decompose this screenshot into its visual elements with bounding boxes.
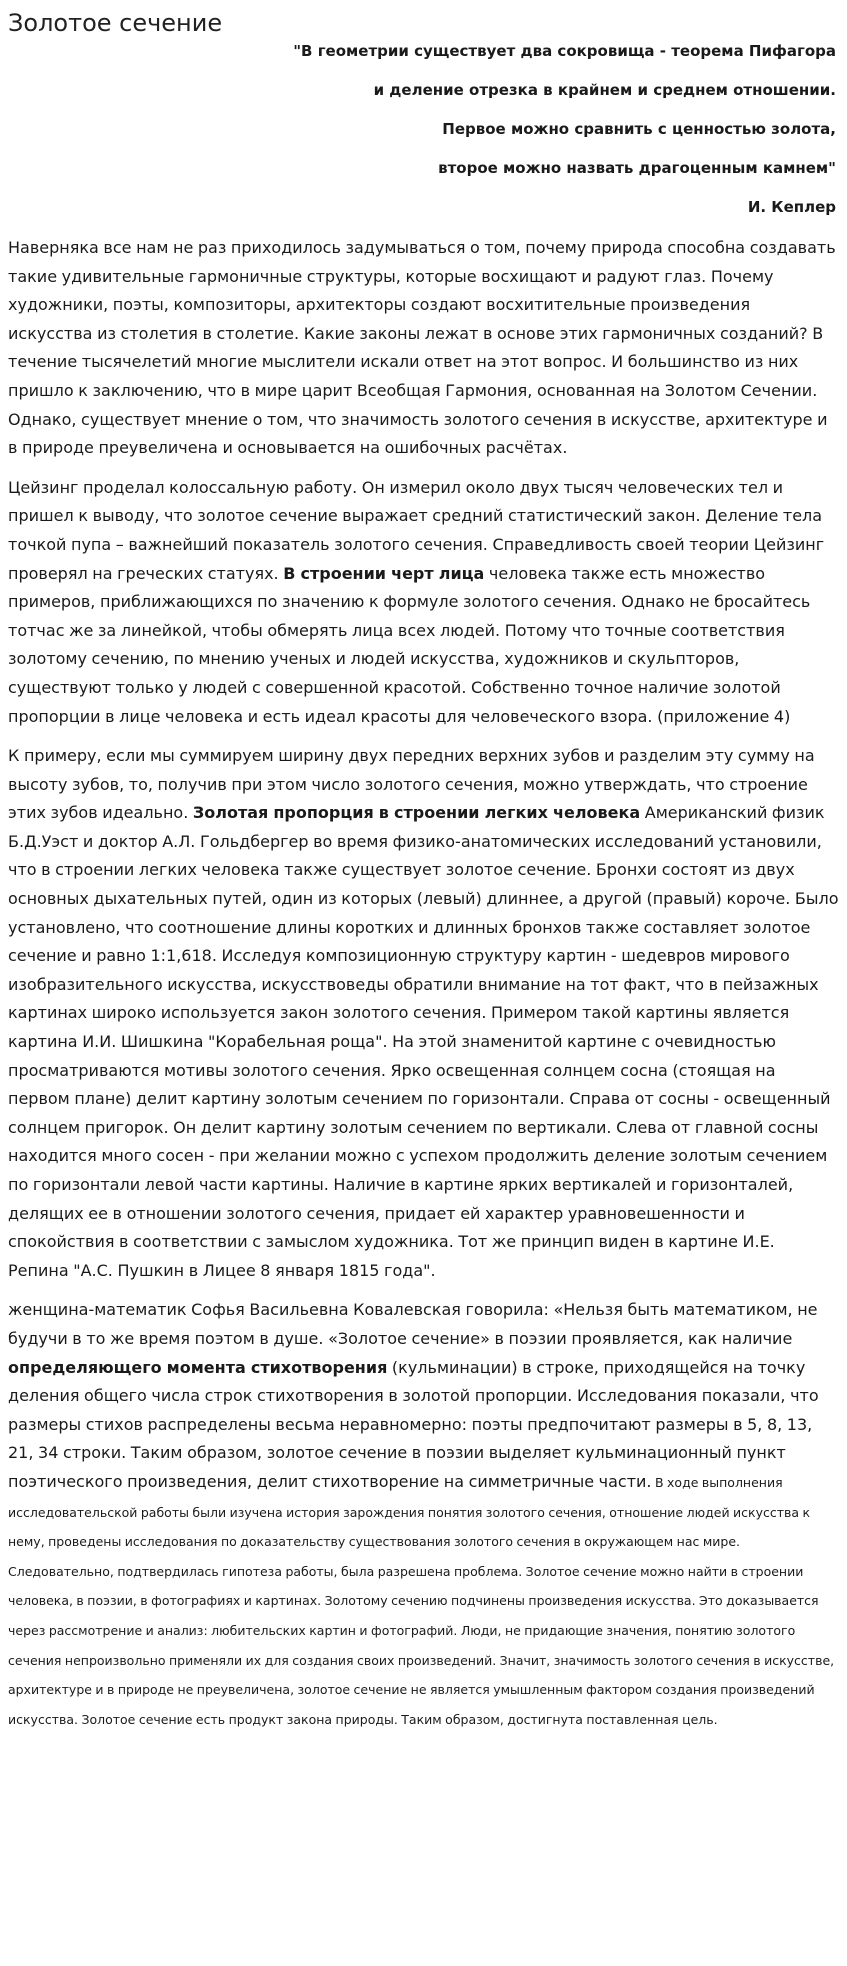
paragraph-lungs-paintings <box>8 742 839 1285</box>
bold-phrase: Золотая пропорция в строении легких человека <box>192 803 641 823</box>
epigraph-line: и деление отрезка в крайнем и среднем отношении. <box>373 81 836 99</box>
epigraph-author: И. Кеплер <box>747 198 836 216</box>
paragraph-text: К примеру, если мы суммируем ширину двух передних верхних зубов и разделим эту сумму на высоту зубов, то, получив при этом число золотого сечения, можно утверждать, что строение этих зубов идеально. <box>8 746 815 823</box>
bold-phrase: В строении черт лица <box>283 563 485 583</box>
epigraph <box>8 42 836 217</box>
epigraph-line: второе можно назвать драгоценным камнем" <box>438 159 836 177</box>
epigraph-line: Первое можно сравнить с ценностью золота, <box>442 120 836 138</box>
paragraph-poetry-conclusion <box>8 1296 839 1734</box>
paragraph-text: Цейзинг проделал колоссальную работу. Он измерил около двух тысяч человеческих тел и пришел к выводу, что золотое сечение выражает средний статистический закон. Деление тела точкой пупа – важнейший показатель золотого сечения. Справедливость своей теории Цейзинг проверял на греческих статуях. <box>8 477 825 583</box>
paragraph-text: человека также есть множество примеров, приближающихся по значению к формуле золотого сечения. Однако не бросайтесь тотчас же за линейкой, чтобы обмерять лица всех людей. Потому что точные соответствия золотому сечению, по мнению ученых и людей искусства, художников и скульпторов, существуют только у людей с совершенной красотой. Собственно точное наличие золотой пропорции в лице человека и есть идеал красоты для человеческого взора. (приложение 4) <box>8 563 811 726</box>
paragraph-text: Американский физик Б.Д.Уэст и доктор А.Л. Гольдбергер во время физико-анатомических исследований установили, что в строении легких человека также существует золотое сечение. Бронхи состоят из двух основных дыхательных путей, один из которых (левый) длиннее, а другой (правый) короче. Было установлено, что соотношение длины коротких и длинных бронхов также составляет золотое сечение и равно 1:1,618. Исследуя композиционную структуру картин - шедевров мирового изобразительного искусства, искусствоведы обратили внимание на тот факт, что в пейзажных картинах широко используется закон золотого сечения. Примером такой картины является картина И.И. Шишкина "Корабельная роща". На этой знаменитой картине с очевидностью просматриваются мотивы золотого сечения. Ярко освещенная солнцем сосна (стоящая на первом плане) делит картину золотым сечением по горизонтали. Справа от сосны - освещенный солнцем пригорок. Он делит картину золотым сечением по вертикали. Слева от главной сосны находится много сосен - при желании можно с успехом продолжить деление золотым сечением по горизонтали левой части картины. Наличие в картине ярких вертикалей и горизонталей, делящих ее в отношении золотого сечения, придает ей характер уравновешенности и спокойствия в соответствии с замыслом художника. Тот же принцип виден в картине И.Е. Репина "А.С. Пушкин в Лицее 8 января 1815 года". <box>8 803 839 1280</box>
bold-phrase: определяющего момента стихотворения <box>8 1357 388 1377</box>
page-title: Золотое сечение <box>8 9 223 37</box>
paragraph-text: (кульминации) в строке, приходящейся на точку деления общего числа строк стихотворения в золотой пропорции. Исследования показали, что размеры стихов распределены весьма неравномерно: поэты предпочитают размеры в 5, 8, 13, 21, 34 строки. Таким образом, золотое сечение в поэзии выделяет кульминационный пункт поэтического произведения, делит стихотворение на симметричные части. <box>8 1357 819 1491</box>
conclusion-text: В ходе выполнения исследовательской работы были изучена история зарождения понятия золотого сечения, отношение людей искусства к нему, проведены исследования по доказательству существования золотого сечения в окружающем нас мире. Следовательно, подтвердилась гипотеза работы, была разрешена проблема. Золотое сечение можно найти в строении человека, в поэзии, в фотографиях и картинах. Золотому сечению подчинены произведения искусства. Это доказывается через рассмотрение и анализ: любительских картин и фотографий. Люди, не придающие значения, понятию золотого сечения непроизвольно применяли их для создания своих произведений. Значит, значимость золотого сечения в искусстве, архитектуре и в природе не преувеличена, золотое сечение не является умышленным фактором создания произведений искусства. Золотое сечение есть продукт закона природы. Таким образом, достигнута поставленная цель. <box>8 1474 835 1727</box>
paragraph-text: женщина-математик Софья Васильевна Ковалевская говорила: «Нельзя быть математиком, не будучи в то же время поэтом в душе. «Золотое сечение» в поэзии проявляется, как наличие <box>8 1300 818 1348</box>
paragraph-intro: Наверняка все нам не раз приходилось задумываться о том, почему природа способна создавать такие удивительные гармоничные структуры, которые восхищают и радуют глаз. Почему художники, поэты, композиторы, архитекторы создают восхитительные произведения искусства из столетия в столетие. Какие законы лежат в основе этих гармоничных созданий? В течение тысячелетий многие мыслители искали ответ на этот вопрос. И большинство из них пришло к заключению, что в мире царит Всеобщая Гармония, основанная на Золотом Сечении. Однако, существует мнение о том, что значимость золотого сечения в искусстве, архитектуре и в природе преувеличена и основывается на ошибочных расчётах. <box>8 238 836 458</box>
epigraph-line: "В геометрии существует два сокровища - теорема Пифагора <box>293 42 836 60</box>
paragraph-face <box>8 474 839 731</box>
